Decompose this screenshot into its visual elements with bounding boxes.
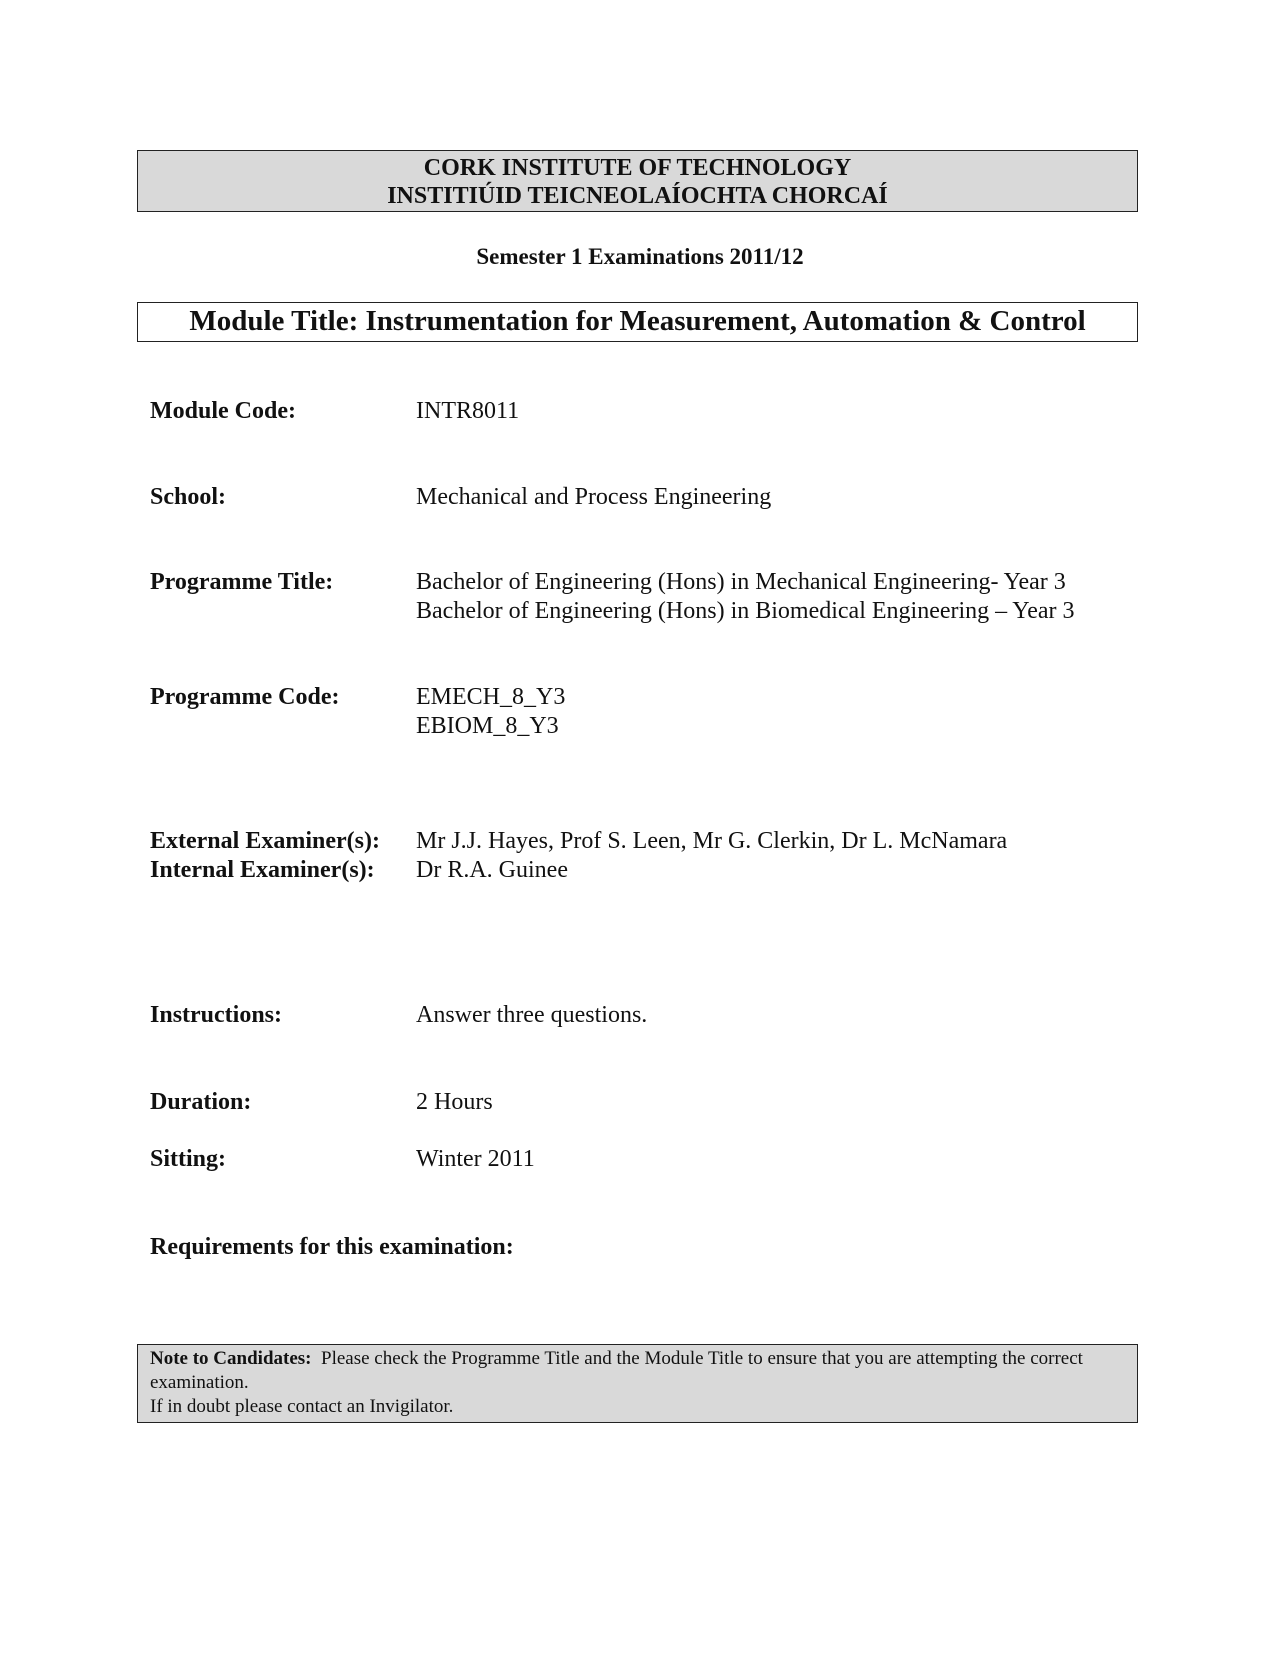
duration-label: Duration: [150,1089,252,1115]
external-examiners-label: External Examiner(s): [150,828,380,854]
sitting-label: Sitting: [150,1146,227,1172]
requirements-heading: Requirements for this examination: [150,1234,514,1260]
module-code-label: Module Code: [150,398,296,424]
sitting-value: Winter 2011 [416,1146,535,1172]
institution-name-english: CORK INSTITUTE OF TECHNOLOGY [423,155,852,181]
note-text-second-line: If in doubt please contact an Invigilator. [150,1396,454,1417]
programme-title-values [416,568,1075,626]
programme-code-line: EMECH_8_Y3 [416,684,566,710]
semester-heading: Semester 1 Examinations 2011/12 [476,244,804,269]
note-text: Please check the Programme Title and the Module Title to ensure that you are attempting the correct examination. [150,1348,1083,1393]
duration-value: 2 Hours [416,1089,493,1115]
internal-examiners-value: Dr R.A. Guinee [416,857,568,883]
note-label: Note to Candidates: [150,1348,312,1369]
internal-examiners-label: Internal Examiner(s): [150,857,375,883]
external-examiners-value: Mr J.J. Hayes, Prof S. Leen, Mr G. Clerkin, Dr L. McNamara [416,828,1008,854]
programme-title-line: Bachelor of Engineering (Hons) in Biomedical Engineering – Year 3 [416,598,1075,624]
institution-name-irish: INSTITIÚID TEICNEOLAÍOCHTA CHORCAÍ [387,183,888,209]
programme-code-label: Programme Code: [150,684,340,710]
note-to-candidates [137,1344,1138,1423]
programme-title-label: Programme Title: [150,569,334,595]
instructions-value: Answer three questions. [416,1002,648,1028]
programme-code-line: EBIOM_8_Y3 [416,713,559,739]
instructions-label: Instructions: [150,1002,283,1028]
module-code-value: INTR8011 [416,398,520,424]
school-value: Mechanical and Process Engineering [416,484,772,510]
module-title: Module Title: Instrumentation for Measurement, Automation & Control [137,302,1138,342]
school-label: School: [150,484,227,510]
programme-title-line: Bachelor of Engineering (Hons) in Mechanical Engineering- Year 3 [416,569,1066,595]
programme-code-values [416,683,565,741]
institution-header [137,150,1138,212]
